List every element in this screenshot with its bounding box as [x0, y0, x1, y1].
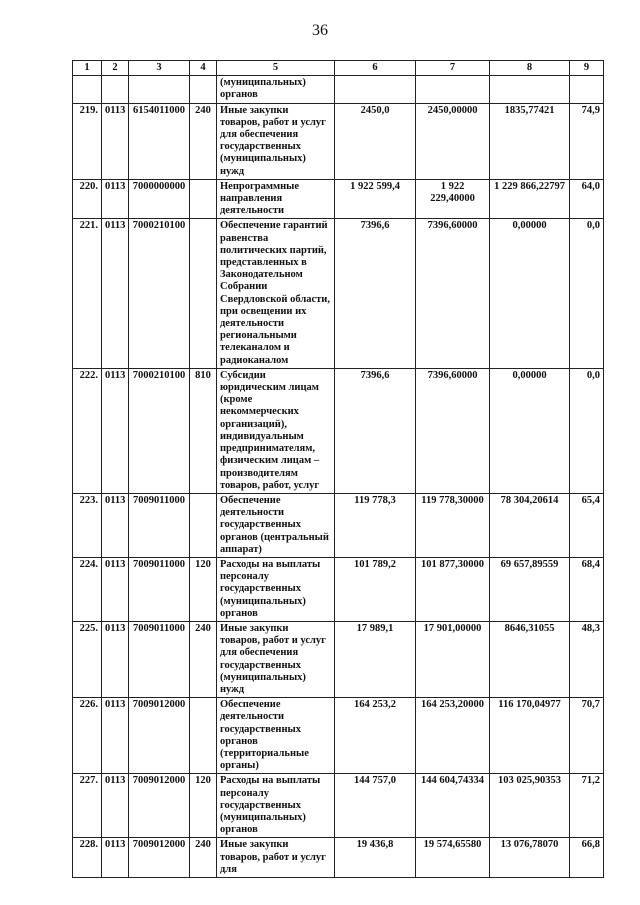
- column-header: 2: [102, 61, 129, 76]
- executed-amount: 1835,77421: [490, 103, 570, 179]
- planned-amount: 2450,0: [335, 103, 416, 179]
- section-code: 0113: [102, 179, 129, 219]
- target-code: 7009012000: [129, 774, 190, 838]
- section-code: 0113: [102, 621, 129, 697]
- target-code: 7000210100: [129, 368, 190, 493]
- section-code: 0113: [102, 219, 129, 368]
- planned-amount: 7396,6: [335, 368, 416, 493]
- approved-amount: 17 901,00000: [416, 621, 490, 697]
- row-number: 228.: [73, 838, 102, 878]
- approved-amount: 101 877,30000: [416, 557, 490, 621]
- row-number: 225.: [73, 621, 102, 697]
- header-row: [73, 61, 604, 76]
- execution-percent: [570, 76, 604, 103]
- item-name: (муниципальных) органов: [217, 76, 335, 103]
- execution-percent: 65,4: [570, 493, 604, 557]
- row-number: 223.: [73, 493, 102, 557]
- row-number: 224.: [73, 557, 102, 621]
- section-code: 0113: [102, 557, 129, 621]
- page-number: 36: [312, 22, 328, 39]
- expense-type: 120: [190, 774, 217, 838]
- executed-amount: [490, 76, 570, 103]
- executed-amount: 0,00000: [490, 219, 570, 368]
- target-code: 7000000000: [129, 179, 190, 219]
- column-header: 4: [190, 61, 217, 76]
- section-code: 0113: [102, 838, 129, 878]
- row-number: [73, 76, 102, 103]
- section-code: 0113: [102, 368, 129, 493]
- target-code: 7009011000: [129, 557, 190, 621]
- approved-amount: 2450,00000: [416, 103, 490, 179]
- executed-amount: 116 170,04977: [490, 698, 570, 774]
- expense-type: 120: [190, 557, 217, 621]
- execution-percent: 0,0: [570, 368, 604, 493]
- planned-amount: 144 757,0: [335, 774, 416, 838]
- executed-amount: 69 657,89559: [490, 557, 570, 621]
- column-header: 5: [217, 61, 335, 76]
- item-name: Расходы на выплаты персоналу государственных (муниципальных) органов: [217, 774, 335, 838]
- item-name: Обеспечение деятельности государственных органов (территориальные органы): [217, 698, 335, 774]
- section-code: 0113: [102, 698, 129, 774]
- planned-amount: 1 922 599,4: [335, 179, 416, 219]
- table-row: [73, 621, 604, 697]
- approved-amount: 144 604,74334: [416, 774, 490, 838]
- item-name: Иные закупки товаров, работ и услуг для обеспечения государственных (муниципальных) нужд: [217, 103, 335, 179]
- item-name: Иные закупки товаров, работ и услуг для: [217, 838, 335, 878]
- table-row: [73, 493, 604, 557]
- execution-percent: 0,0: [570, 219, 604, 368]
- column-header: 8: [490, 61, 570, 76]
- section-code: 0113: [102, 774, 129, 838]
- expense-type: [190, 219, 217, 368]
- target-code: 7009011000: [129, 621, 190, 697]
- section-code: 0113: [102, 493, 129, 557]
- executed-amount: 78 304,20614: [490, 493, 570, 557]
- execution-percent: 64,0: [570, 179, 604, 219]
- target-code: 7000210100: [129, 219, 190, 368]
- approved-amount: 19 574,65580: [416, 838, 490, 878]
- table-row: [73, 103, 604, 179]
- target-code: [129, 76, 190, 103]
- column-header: 6: [335, 61, 416, 76]
- execution-percent: 74,9: [570, 103, 604, 179]
- expense-type: 240: [190, 838, 217, 878]
- section-code: 0113: [102, 103, 129, 179]
- item-name: Иные закупки товаров, работ и услуг для обеспечения государственных (муниципальных) нужд: [217, 621, 335, 697]
- approved-amount: 7396,60000: [416, 368, 490, 493]
- execution-percent: 68,4: [570, 557, 604, 621]
- expense-type: 240: [190, 103, 217, 179]
- row-number: 219.: [73, 103, 102, 179]
- table-row: [73, 179, 604, 219]
- row-number: 227.: [73, 774, 102, 838]
- expense-type: 240: [190, 621, 217, 697]
- target-code: 7009012000: [129, 838, 190, 878]
- planned-amount: 119 778,3: [335, 493, 416, 557]
- column-header: 7: [416, 61, 490, 76]
- approved-amount: 1 922 229,40000: [416, 179, 490, 219]
- execution-percent: 71,2: [570, 774, 604, 838]
- target-code: 7009011000: [129, 493, 190, 557]
- table-row: [73, 774, 604, 838]
- budget-table: [72, 60, 604, 878]
- row-number: 220.: [73, 179, 102, 219]
- expense-type: [190, 698, 217, 774]
- row-number: 221.: [73, 219, 102, 368]
- planned-amount: 17 989,1: [335, 621, 416, 697]
- approved-amount: 164 253,20000: [416, 698, 490, 774]
- table-row: [73, 838, 604, 878]
- expense-type: [190, 179, 217, 219]
- approved-amount: 119 778,30000: [416, 493, 490, 557]
- executed-amount: 8646,31055: [490, 621, 570, 697]
- section-code: [102, 76, 129, 103]
- column-header: 3: [129, 61, 190, 76]
- expense-type: [190, 76, 217, 103]
- planned-amount: 7396,6: [335, 219, 416, 368]
- item-name: Обеспечение деятельности государственных органов (центральный аппарат): [217, 493, 335, 557]
- planned-amount: 164 253,2: [335, 698, 416, 774]
- row-number: 226.: [73, 698, 102, 774]
- item-name: Обеспечение гарантий равенства политических партий, представленных в Законодательном Собрании Свердловской области, при освещении их деятельности региональными телеканалом и радиоканалом: [217, 219, 335, 368]
- expense-type: 810: [190, 368, 217, 493]
- planned-amount: 101 789,2: [335, 557, 416, 621]
- column-header: 1: [73, 61, 102, 76]
- table-row: [73, 557, 604, 621]
- planned-amount: [335, 76, 416, 103]
- execution-percent: 66,8: [570, 838, 604, 878]
- item-name: Расходы на выплаты персоналу государственных (муниципальных) органов: [217, 557, 335, 621]
- table-row: [73, 368, 604, 493]
- executed-amount: 1 229 866,22797: [490, 179, 570, 219]
- item-name: Непрограммные направления деятельности: [217, 179, 335, 219]
- target-code: 6154011000: [129, 103, 190, 179]
- row-number: 222.: [73, 368, 102, 493]
- executed-amount: 103 025,90353: [490, 774, 570, 838]
- item-name: Субсидии юридическим лицам (кроме некоммерческих организаций), индивидуальным предпринимателям, физическим лицам – производителям товаров, работ, услуг: [217, 368, 335, 493]
- target-code: 7009012000: [129, 698, 190, 774]
- executed-amount: 0,00000: [490, 368, 570, 493]
- executed-amount: 13 076,78070: [490, 838, 570, 878]
- planned-amount: 19 436,8: [335, 838, 416, 878]
- column-header: 9: [570, 61, 604, 76]
- execution-percent: 48,3: [570, 621, 604, 697]
- table-row: [73, 219, 604, 368]
- approved-amount: [416, 76, 490, 103]
- table-row: [73, 698, 604, 774]
- expense-type: [190, 493, 217, 557]
- approved-amount: 7396,60000: [416, 219, 490, 368]
- table-row: [73, 76, 604, 103]
- execution-percent: 70,7: [570, 698, 604, 774]
